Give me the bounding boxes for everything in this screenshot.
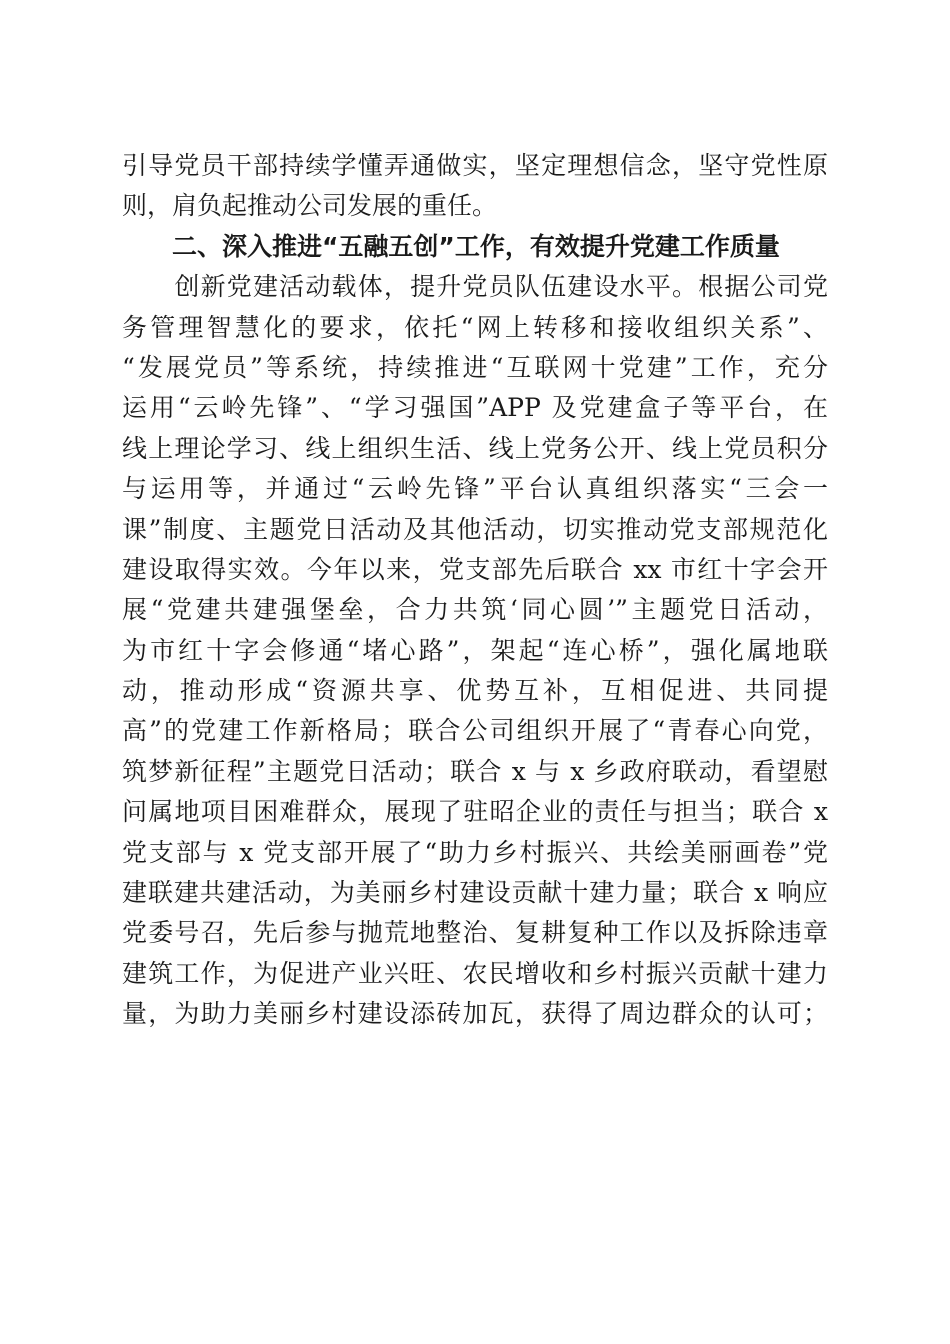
body-line: 党委号召，先后参与抛荒地整治、复耕复种工作以及拆除违章 [122, 918, 828, 948]
body-line: 课”制度、主题党日活动及其他活动，切实推动党支部规范化 [122, 514, 828, 544]
section-heading: 二、深入推进“五融五创”工作，有效提升党建工作质量 [172, 231, 780, 261]
body-line: 高”的党建工作新格局；联合公司组织开展了“青春心向党， [122, 716, 828, 746]
body-line: 动，推动形成“资源共享、优势互补，互相促进、共同提 [122, 676, 828, 706]
body-line: “发展党员”等系统，持续推进“互联网十党建”工作，充分 [122, 352, 828, 382]
intro-line: 则，肩负起推动公司发展的重任。 [122, 191, 498, 221]
body-line: 建筑工作，为促进产业兴旺、农民增收和乡村振兴贡献十建力 [122, 958, 828, 988]
body-line: 运用“云岭先锋”、“学习强国”APP 及党建盒子等平台，在 [122, 393, 828, 423]
body-line: 党支部与 x 党支部开展了“助力乡村振兴、共绘美丽画卷”党 [122, 837, 828, 867]
body-line: 量，为助力美丽乡村建设添砖加瓦，获得了周边群众的认可； [122, 999, 828, 1029]
body-line: 线上理论学习、线上组织生活、线上党务公开、线上党员积分 [122, 433, 828, 463]
body-line: 问属地项目困难群众，展现了驻昭企业的责任与担当；联合 x [122, 797, 828, 827]
body-line: 为市红十字会修通“堵心路”，架起“连心桥”，强化属地联 [122, 635, 828, 665]
body-line: 创新党建活动载体，提升党员队伍建设水平。根据公司党 [122, 272, 828, 302]
document-body [122, 146, 828, 1035]
intro-line: 引导党员干部持续学懂弄通做实，坚定理想信念，坚守党性原 [122, 151, 828, 180]
body-line: 筑梦新征程”主题党日活动；联合 x 与 x 乡政府联动，看望慰 [122, 756, 828, 786]
body-line: 展“党建共建强堡垒，合力共筑‘同心圆’”主题党日活动， [122, 595, 828, 625]
body-line: 建设取得实效。今年以来，党支部先后联合 xx 市红十字会开 [122, 554, 828, 584]
body-line: 建联建共建活动，为美丽乡村建设贡献十建力量；联合 x 响应 [122, 878, 828, 908]
body-line: 与运用等，并通过“云岭先锋”平台认真组织落实“三会一 [122, 474, 828, 504]
body-line: 务管理智慧化的要求，依托“网上转移和接收组织关系”、 [122, 312, 828, 342]
